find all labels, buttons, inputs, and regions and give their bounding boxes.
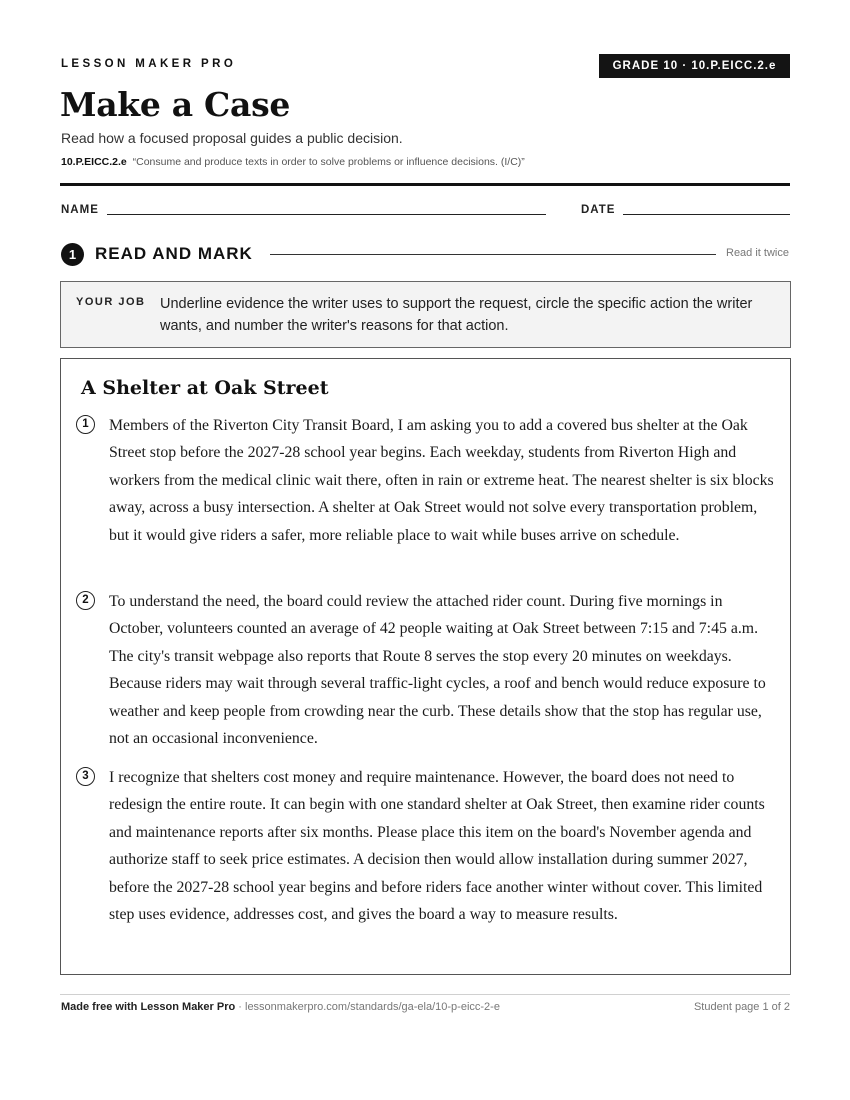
standard-code: 10.P.EICC.2.e [61, 156, 127, 168]
footer-divider [60, 994, 790, 995]
footer-credit [61, 1001, 500, 1013]
standard-text: “Consume and produce texts in order to solve problems or influence decisions. (I/C)” [132, 156, 525, 168]
paragraph-number-2: 2 [76, 591, 95, 610]
page-indicator: Student page 1 of 2 [693, 1001, 790, 1013]
passage-box [60, 358, 791, 975]
header-divider [60, 183, 790, 186]
date-field[interactable] [623, 214, 790, 215]
name-field[interactable] [107, 214, 546, 215]
grade-badge: GRADE 10 · 10.P.EICC.2.e [599, 54, 790, 78]
section-note: Read it twice [726, 247, 789, 259]
paragraph-number-3: 3 [76, 767, 95, 786]
paragraph-2: To understand the need, the board could review the attached rider count. During five mornings in October, volunteers counted an average of 42 people waiting at Oak Street between 7:15 and 7:45 a.m. The city's transit webpage also reports that Route 8 serves the stop every 20 minutes on weekdays. Because riders may wait through several traffic-light cycles, a roof and bench would reduce exposure to weather and keep people from crowding near the curb. These details show that the stop has regular use, not an occasional inconvenience. [109, 593, 766, 748]
footer-url[interactable]: · lessonmakerpro.com/standards/ga-ela/10-p-eicc-2-e [235, 1001, 500, 1013]
page-subtitle: Read how a focused proposal guides a public decision. [61, 130, 403, 146]
date-label: DATE [581, 204, 616, 216]
section-rule [270, 254, 716, 255]
paragraph-1: Members of the Riverton City Transit Board, I am asking you to add a covered bus shelter at the Oak Street stop before the 2027-28 school year begins. Each weekday, students from Riverton High and workers from the medical clinic wait there, often in rain or extreme heat. The nearest shelter is six blocks away, across a busy intersection. A shelter at Oak Street would not solve every transportation problem, but it would give riders a safer, more reliable place to wait while buses arrive on schedule. [109, 417, 774, 544]
page-title: Make a Case [60, 85, 291, 124]
paragraph-3: I recognize that shelters cost money and require maintenance. However, the board does not need to redesign the entire route. It can begin with one standard shelter at Oak Street, then examine rider counts and maintenance reports after six months. Please place this item on the board's November agenda and authorize staff to seek price estimates. A decision then would allow installation during summer 2027, before the 2027-28 school year begins and before riders face another winter without cover. This limited step uses evidence, addresses cost, and gives the board a way to measure results. [109, 769, 765, 924]
section-title: READ AND MARK [95, 244, 253, 263]
paragraph-number-1: 1 [76, 415, 95, 434]
name-label: NAME [61, 204, 99, 216]
footer-made-with: Made free with Lesson Maker Pro [61, 1001, 236, 1013]
standard-line [61, 156, 525, 168]
instructions-text: Underline evidence the writer uses to support the request, circle the specific action the writer wants, and number the writer's reasons for that action. [160, 296, 753, 334]
instructions-label: YOUR JOB [76, 296, 146, 308]
section-number-badge: 1 [61, 243, 84, 266]
passage-title: A Shelter at Oak Street [81, 377, 329, 399]
brand-name: LESSON MAKER PRO [61, 58, 237, 70]
instructions-box [60, 281, 791, 348]
